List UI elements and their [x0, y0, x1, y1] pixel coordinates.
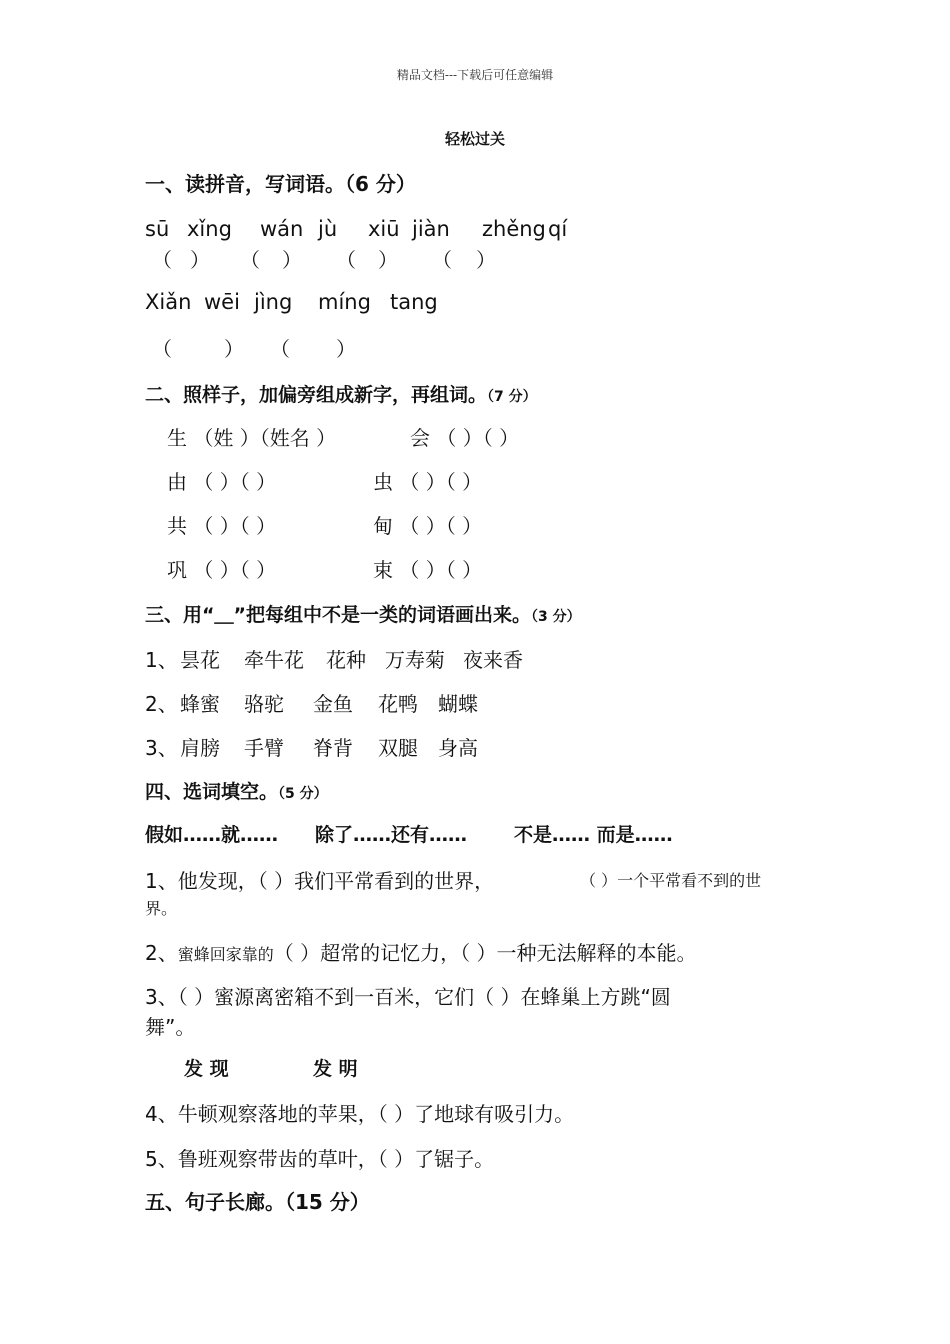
- word[interactable]: 牵牛花: [244, 648, 304, 672]
- conjunction-option: 除了……还有……: [315, 824, 468, 846]
- section4-score: （5 分）: [278, 786, 328, 802]
- word[interactable]: 手臂: [244, 736, 284, 760]
- section4-heading-text: 四、选词填空。: [145, 781, 279, 803]
- word[interactable]: 蜂蜜: [180, 692, 220, 716]
- section1-heading: 一、读拼音，写词语。（6 分）: [145, 172, 416, 196]
- radical-row-2-left[interactable]: 共 （ ）（ ）: [167, 514, 277, 538]
- pinyin: Xiǎn: [145, 290, 192, 314]
- question-2-number: 2、: [145, 941, 178, 965]
- answer-blank-open[interactable]: （: [152, 248, 172, 272]
- section3-score: （3 分）: [530, 609, 581, 625]
- item-number: 3、: [145, 736, 178, 760]
- radical-row-3-right[interactable]: 束 （ ）（ ）: [373, 558, 483, 582]
- verb-option: 发 现: [184, 1058, 229, 1080]
- answer-blank-close[interactable]: ）: [476, 248, 496, 272]
- word[interactable]: 金鱼: [313, 692, 353, 716]
- pinyin: zhěng: [482, 217, 546, 241]
- answer-blank-open[interactable]: （: [336, 248, 356, 272]
- pinyin: xiū: [368, 217, 400, 241]
- word[interactable]: 昙花: [180, 648, 220, 672]
- question-5[interactable]: 5、鲁班观察带齿的草叶，（ ）了锯子。: [145, 1147, 495, 1171]
- word[interactable]: 花鸭: [378, 692, 418, 716]
- answer-blank-open[interactable]: （: [270, 337, 290, 361]
- answer-blank-close[interactable]: ）: [190, 248, 210, 272]
- word[interactable]: 脊背: [313, 736, 353, 760]
- section5-heading: 五、句子长廊。（15 分）: [145, 1190, 370, 1214]
- question-2-text[interactable]: （ ）超常的记忆力，（ ）一种无法解释的本能。: [273, 941, 697, 965]
- pinyin: qí: [548, 217, 568, 241]
- pinyin: jù: [318, 217, 338, 241]
- answer-blank-open[interactable]: （: [432, 248, 452, 272]
- answer-blank-close[interactable]: ）: [336, 337, 356, 361]
- question-3-line-1[interactable]: 3、（ ）蜜源离密箱不到一百米，它们（ ）在蜂巢上方跳“圆: [145, 985, 671, 1009]
- word[interactable]: 蝴蝶: [438, 692, 478, 716]
- verb-option: 发 明: [313, 1058, 358, 1080]
- question-4[interactable]: 4、牛顿观察落地的苹果，（ ）了地球有吸引力。: [145, 1102, 575, 1126]
- pinyin: wán: [260, 217, 304, 241]
- pinyin: wēi: [204, 290, 240, 314]
- example-left: 生 （姓 ）（姓名 ）: [167, 426, 337, 450]
- header-note: 精品文档---下载后可任意编辑: [396, 68, 554, 82]
- radical-row-3-left[interactable]: 巩 （ ）（ ）: [167, 558, 277, 582]
- word[interactable]: 身高: [438, 736, 478, 760]
- word[interactable]: 万寿菊: [385, 648, 445, 672]
- radical-row-1-right[interactable]: 虫 （ ）（ ）: [373, 470, 483, 494]
- answer-blank-open[interactable]: （: [152, 337, 172, 361]
- section2-heading-text: 二、照样子，加偏旁组成新字，再组词。: [145, 384, 488, 406]
- radical-row-1-left[interactable]: 由 （ ）（ ）: [167, 470, 277, 494]
- pinyin: míng: [318, 290, 371, 314]
- answer-blank-close[interactable]: ）: [282, 248, 302, 272]
- answer-blank-close[interactable]: ）: [224, 337, 244, 361]
- word[interactable]: 骆驼: [244, 692, 284, 716]
- question-3-line-2: 舞”。: [145, 1015, 196, 1039]
- word[interactable]: 肩膀: [180, 736, 220, 760]
- word[interactable]: 双腿: [378, 736, 418, 760]
- answer-blank-open[interactable]: （: [240, 248, 260, 272]
- word[interactable]: 夜来香: [463, 648, 523, 672]
- question-1-part-a[interactable]: 1、他发现，（ ）我们平常看到的世界，: [145, 869, 495, 893]
- answer-blank-close[interactable]: ）: [378, 248, 398, 272]
- pinyin: sū: [145, 217, 170, 241]
- pinyin: jiàn: [412, 217, 450, 241]
- pinyin: xǐng: [187, 217, 232, 241]
- question-2[interactable]: [145, 937, 696, 966]
- radical-row-2-right[interactable]: 甸 （ ）（ ）: [373, 514, 483, 538]
- example-right[interactable]: 会 （ ）（ ）: [410, 426, 520, 450]
- section2-heading: [145, 380, 537, 407]
- question-1-part-c: 界。: [145, 899, 178, 918]
- section4-heading: [145, 777, 328, 804]
- item-number: 1、: [145, 648, 178, 672]
- section3-heading: [145, 600, 581, 627]
- pinyin: tang: [390, 290, 438, 314]
- question-1-part-b[interactable]: （ ）一个平常看不到的世: [580, 871, 762, 890]
- page-title: 轻松过关: [444, 130, 505, 148]
- conjunction-option: 不是…… 而是……: [514, 824, 673, 846]
- item-number: 2、: [145, 692, 178, 716]
- conjunction-option: 假如……就……: [145, 824, 279, 846]
- section2-score: （7 分）: [487, 389, 537, 405]
- section3-heading-text: 三、用“＿”把每组中不是一类的词语画出来。: [145, 604, 531, 626]
- pinyin: jìng: [254, 290, 293, 314]
- question-2-prefix: 蜜蜂回家靠的: [177, 945, 274, 964]
- word[interactable]: 花种: [326, 648, 366, 672]
